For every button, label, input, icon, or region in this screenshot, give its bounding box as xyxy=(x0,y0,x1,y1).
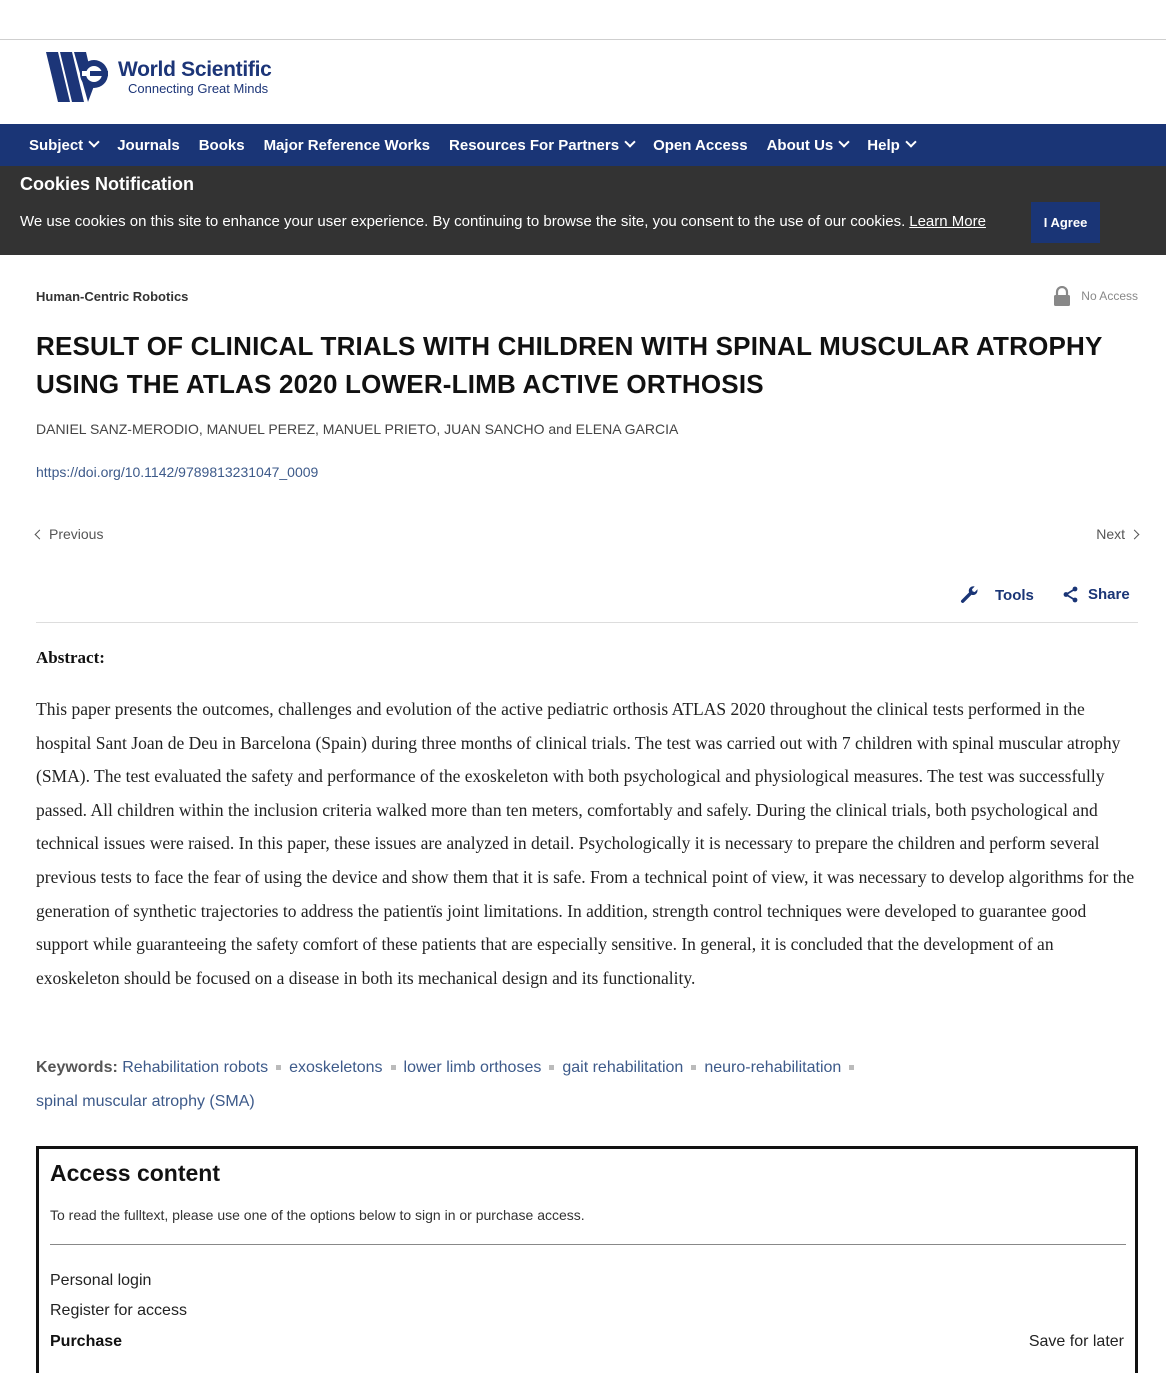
access-status xyxy=(1053,286,1138,306)
nav-journals[interactable] xyxy=(117,137,180,154)
nav-about-label: About Us xyxy=(766,136,834,154)
keyword-link[interactable]: spinal muscular atrophy (SMA) xyxy=(36,1093,255,1110)
world-scientific-logo-icon xyxy=(44,48,110,106)
nav-subject-label: Subject xyxy=(29,136,84,154)
site-header xyxy=(0,40,1166,124)
keyword-link[interactable]: gait rehabilitation xyxy=(562,1059,684,1076)
section-label[interactable]: Human-Centric Robotics xyxy=(36,289,189,304)
chevron-down-icon xyxy=(839,136,850,147)
access-content-box xyxy=(36,1146,1138,1373)
logo-tagline: Connecting Great Minds xyxy=(128,80,269,96)
toolbar-divider xyxy=(36,622,1138,623)
nav-resources-label: Resources For Partners xyxy=(449,136,620,154)
share-button[interactable] xyxy=(1062,586,1130,603)
keyword-link[interactable]: lower limb orthoses xyxy=(403,1059,542,1076)
share-icon xyxy=(1062,586,1079,603)
tools-button[interactable] xyxy=(960,586,1034,605)
next-link[interactable] xyxy=(1096,526,1138,542)
cookie-message: We use cookies on this site to enhance your user experience. By continuing to browse the site, you consent to the use of our cookies. xyxy=(20,213,906,230)
article-title: RESULT OF CLINICAL TRIALS WITH CHILDREN WITH SPINAL MUSCULAR ATROPHY USING THE ATLAS 2020 LOWER-LIMB ACTIVE ORTHOSIS xyxy=(36,331,1103,399)
main-nav xyxy=(0,124,1166,166)
previous-link[interactable] xyxy=(36,526,103,542)
nav-about-us[interactable] xyxy=(767,137,849,154)
purchase-toggle[interactable]: Purchase xyxy=(50,1333,123,1350)
nav-subject[interactable] xyxy=(29,137,98,154)
share-label: Share xyxy=(1088,586,1130,603)
chevron-down-icon xyxy=(624,136,635,147)
lock-icon xyxy=(1053,286,1071,306)
abstract-text: This paper presents the outcomes, challenges and evolution of the active pediatric orthosis ATLAS 2020 throughout the clinical tests performed in the hospital Sant Joan de Deu in Barcelona (Spain) during three months of clinical trials. The test was carried out with 7 children with spinal muscular atrophy (SMA). The test evaluated the safety and performance of the exoskeleton with both psychological and physiological measures. The test was successfully passed. All children within the inclusion criteria walked more than ten meters, comfortably and safely. During the clinical trials, both psychological and technical issues were raised. In this paper, these issues are analyzed in detail. Psychologically it is necessary to prepare the children and perform several previous tests to face the fear of using the device and show them that it is safe. From a technical point of view, it was necessary to develop algorithms for the generation of synthetic trajectories to address the patientïs joint limitations. In addition, strength control techniques were developed to guarantee good support while guaranteeing the safety comfort of these patients that are especially sensitive. In general, it is concluded that the development of an exoskeleton should be focused on a disease in both its mechanical design and its functionality. xyxy=(36,699,1135,988)
keyword-link[interactable]: neuro-rehabilitation xyxy=(704,1059,842,1076)
keyword-separator xyxy=(549,1065,554,1070)
cookie-title: Cookies Notification xyxy=(20,174,195,194)
site-logo[interactable] xyxy=(44,48,304,106)
cookie-banner xyxy=(0,166,1166,255)
article-authors: DANIEL SANZ-MERODIO, MANUEL PEREZ, MANUEL PRIETO, JUAN SANCHO and ELENA GARCIA xyxy=(36,421,679,437)
personal-login-link[interactable]: Personal login xyxy=(50,1272,152,1289)
keyword-separator xyxy=(391,1065,396,1070)
chevron-down-icon xyxy=(89,136,100,147)
agree-button[interactable]: I Agree xyxy=(1031,202,1100,243)
previous-label: Previous xyxy=(49,526,104,542)
nav-resources-for-partners[interactable] xyxy=(449,137,634,154)
nav-help[interactable] xyxy=(867,137,915,154)
nav-help-label: Help xyxy=(867,136,900,154)
logo-name: World Scientific xyxy=(118,57,272,81)
nav-open-access-label: Open Access xyxy=(653,136,748,154)
keyword-link[interactable]: Rehabilitation robots xyxy=(122,1059,269,1076)
access-title: Access content xyxy=(50,1160,221,1186)
nav-open-access[interactable] xyxy=(653,137,748,154)
nav-books[interactable] xyxy=(199,137,245,154)
chevron-right-icon xyxy=(1130,529,1140,539)
wrench-icon xyxy=(960,586,979,605)
keywords-label: Keywords: xyxy=(36,1059,118,1076)
access-status-label: No Access xyxy=(1081,289,1138,303)
nav-mrw-label: Major Reference Works xyxy=(263,136,431,154)
register-link[interactable]: Register for access xyxy=(50,1302,187,1319)
keywords xyxy=(36,1051,996,1119)
access-divider xyxy=(50,1244,1126,1245)
nav-books-label: Books xyxy=(198,136,245,154)
nav-journals-label: Journals xyxy=(117,136,180,154)
nav-major-reference-works[interactable] xyxy=(264,137,430,154)
access-description: To read the fulltext, please use one of the options below to sign in or purchase access. xyxy=(50,1207,585,1223)
chevron-down-icon xyxy=(905,136,916,147)
tools-label: Tools xyxy=(995,587,1034,604)
learn-more-link[interactable]: Learn More xyxy=(909,213,986,230)
keyword-separator xyxy=(849,1065,854,1070)
cookie-text xyxy=(20,213,986,230)
chevron-left-icon xyxy=(35,529,45,539)
abstract-heading: Abstract: xyxy=(36,648,105,667)
keyword-separator xyxy=(691,1065,696,1070)
next-label: Next xyxy=(1096,526,1125,542)
save-for-later-button[interactable]: Save for later xyxy=(1028,1333,1124,1350)
keyword-separator xyxy=(276,1065,281,1070)
doi-link[interactable]: https://doi.org/10.1142/9789813231047_0009 xyxy=(36,464,319,480)
keyword-link[interactable]: exoskeletons xyxy=(289,1059,383,1076)
